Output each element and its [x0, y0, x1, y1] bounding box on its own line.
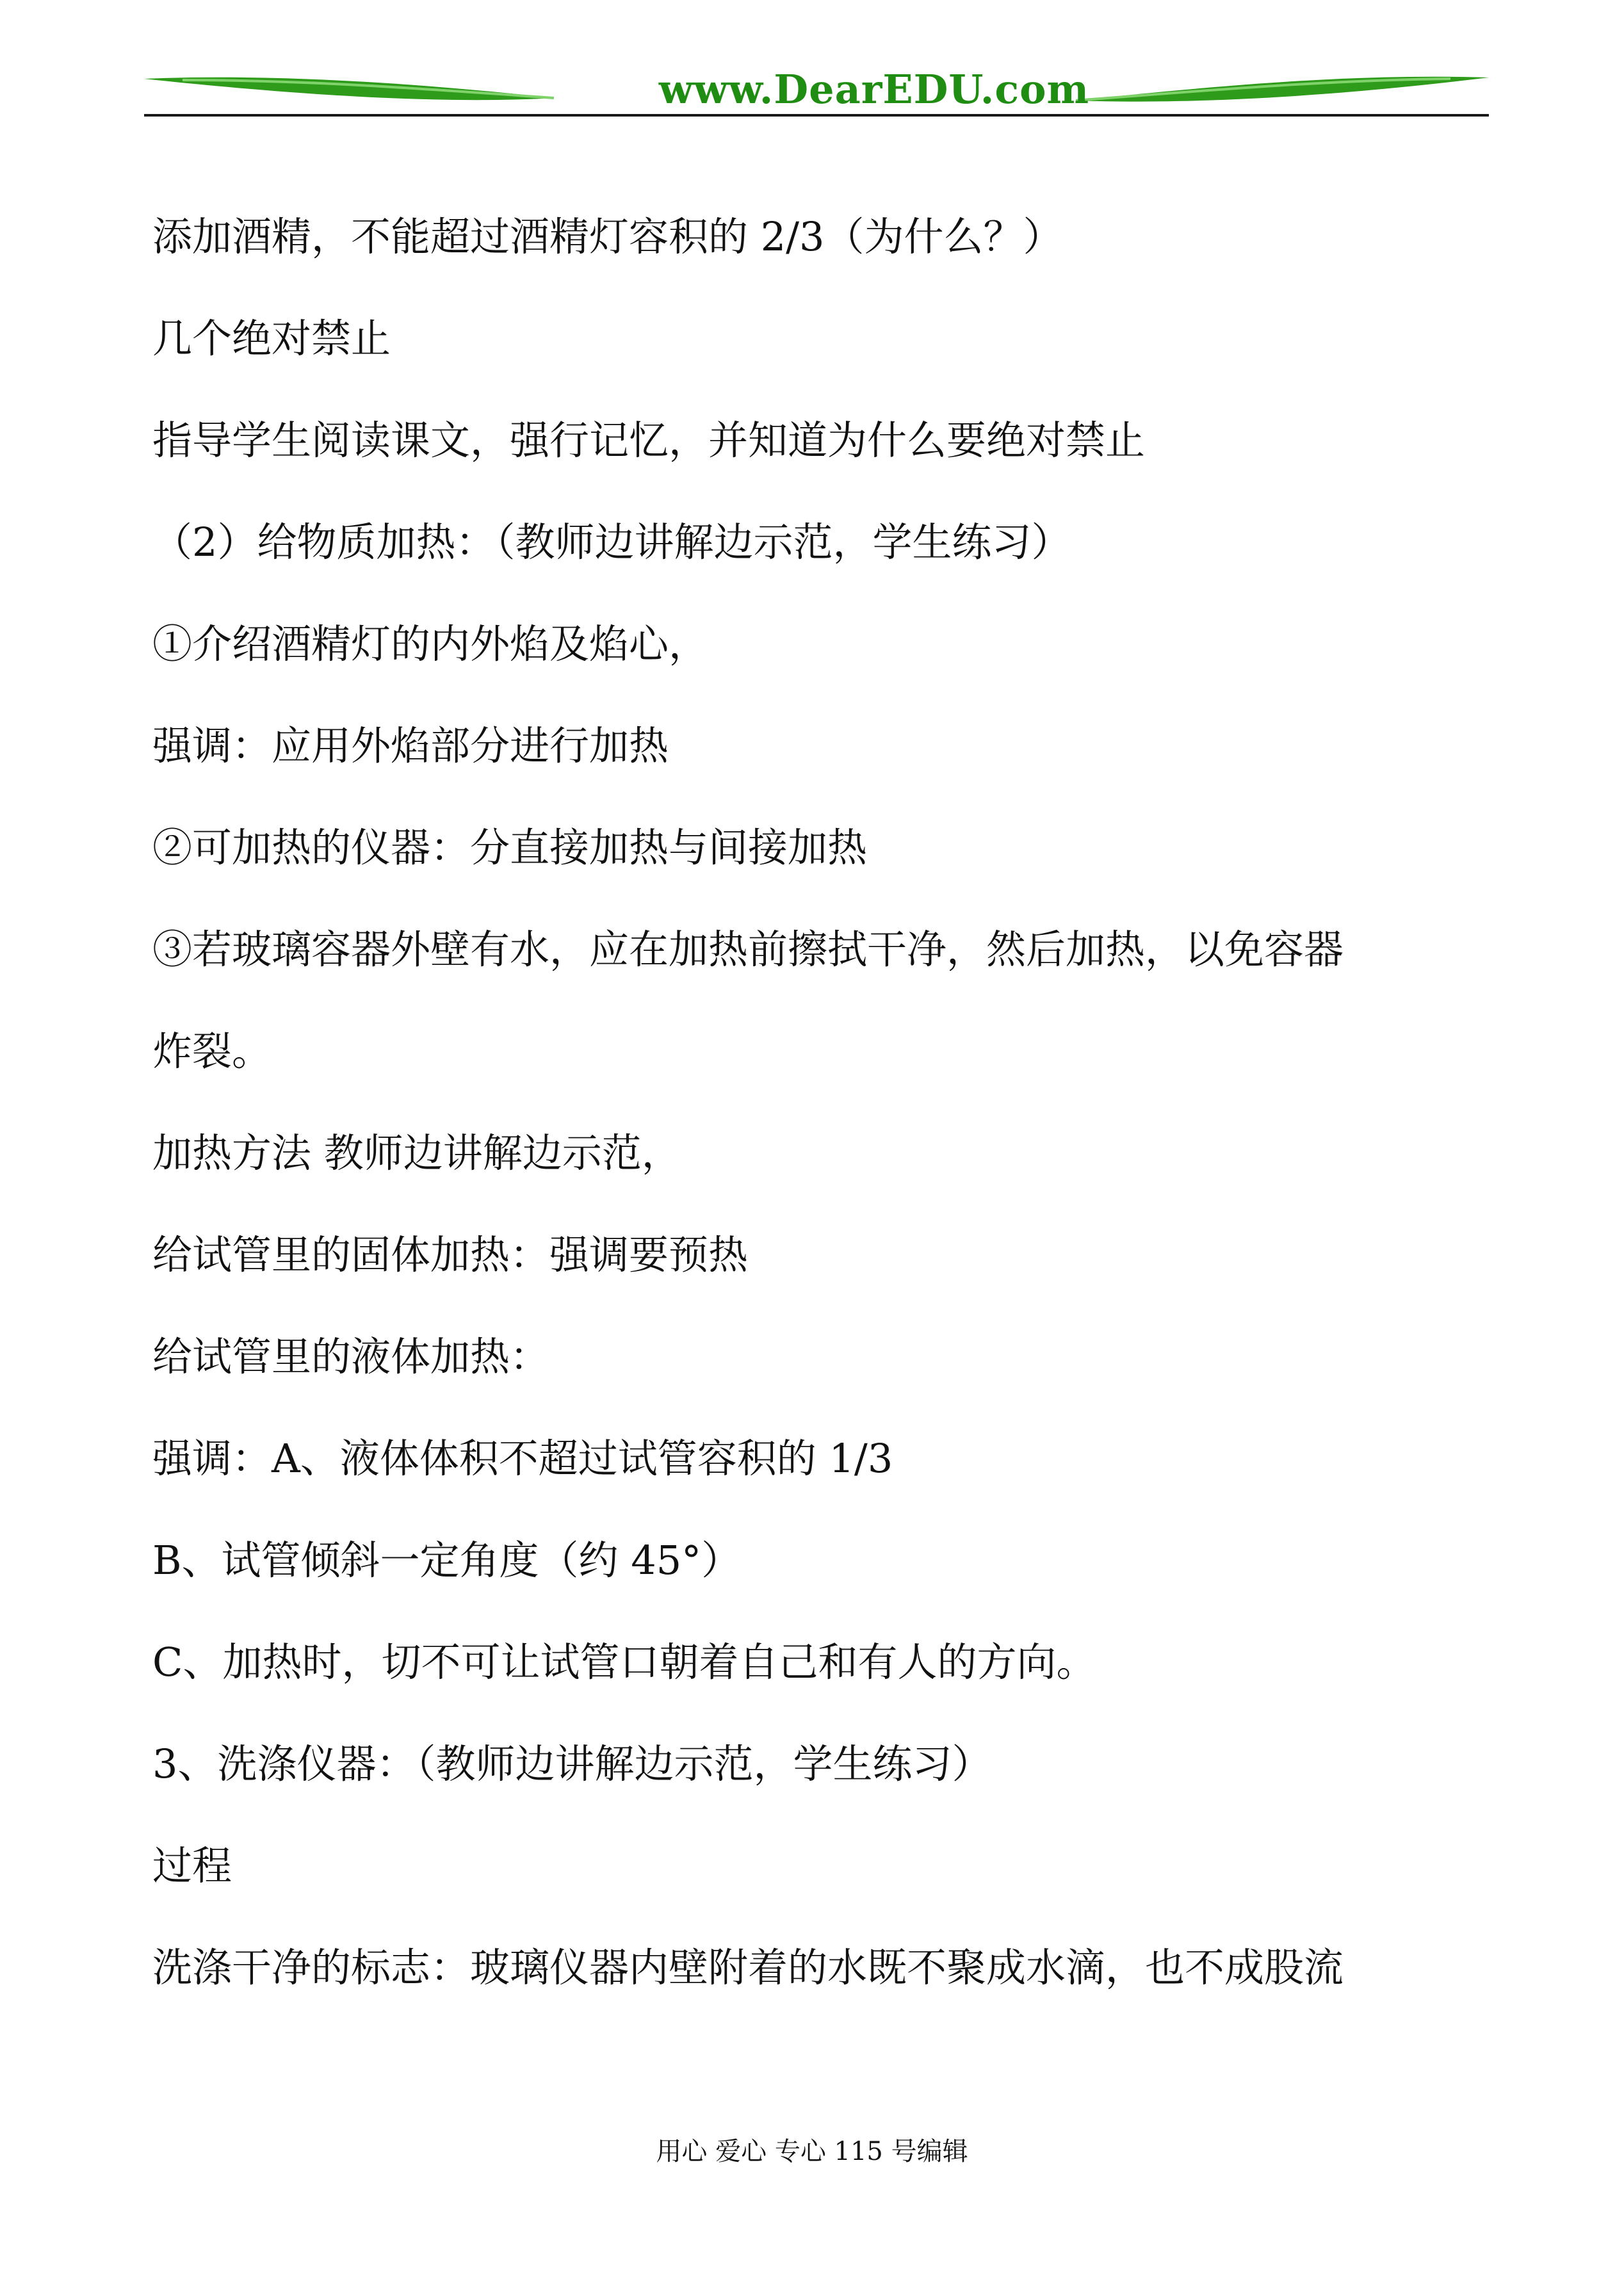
body-line: B、试管倾斜一定角度（约 45°） [152, 1537, 742, 1584]
body-line: C、加热时，切不可让试管口朝着自己和有人的方向。 [152, 1639, 1096, 1685]
page-footer: 用心 爱心 专心 115 号编辑 [656, 2137, 968, 2166]
body-line: （2）给物质加热：（教师边讲解边示范，学生练习） [152, 519, 1071, 565]
header-divider [144, 114, 1489, 117]
body-line: 给试管里的固体加热：强调要预热 [152, 1231, 749, 1278]
body-line: 洗涤干净的标志：玻璃仪器内壁附着的水既不聚成水滴，也不成股流 [152, 1944, 1344, 1991]
page-header [144, 61, 1489, 125]
document-body [152, 211, 1504, 2044]
body-line: 加热方法 教师边讲解边示范， [152, 1130, 681, 1176]
body-line: ②可加热的仪器：分直接加热与间接加热 [152, 824, 868, 871]
body-line: ①介绍酒精灯的内外焰及焰心， [152, 620, 709, 667]
body-line: ③若玻璃容器外壁有水，应在加热前擦拭干净，然后加热，以免容器 [152, 926, 1344, 973]
body-line: 添加酒精，不能超过酒精灯容积的 2/3（为什么？） [152, 213, 1063, 260]
body-line: 过程 [152, 1842, 232, 1889]
body-line: 强调：应用外焰部分进行加热 [152, 722, 669, 769]
body-line: 指导学生阅读课文，强行记忆，并知道为什么要绝对禁止 [152, 417, 1146, 464]
body-line: 几个绝对禁止 [152, 315, 391, 362]
body-line: 炸裂。 [152, 1028, 272, 1075]
body-line: 给试管里的液体加热： [152, 1333, 550, 1380]
site-logo-text: www.DearEDU.com [658, 66, 1090, 113]
body-line: 强调：A、液体体积不超过试管容积的 1/3 [152, 1435, 893, 1482]
body-line: 3、洗涤仪器：（教师边讲解边示范，学生练习） [152, 1740, 992, 1787]
